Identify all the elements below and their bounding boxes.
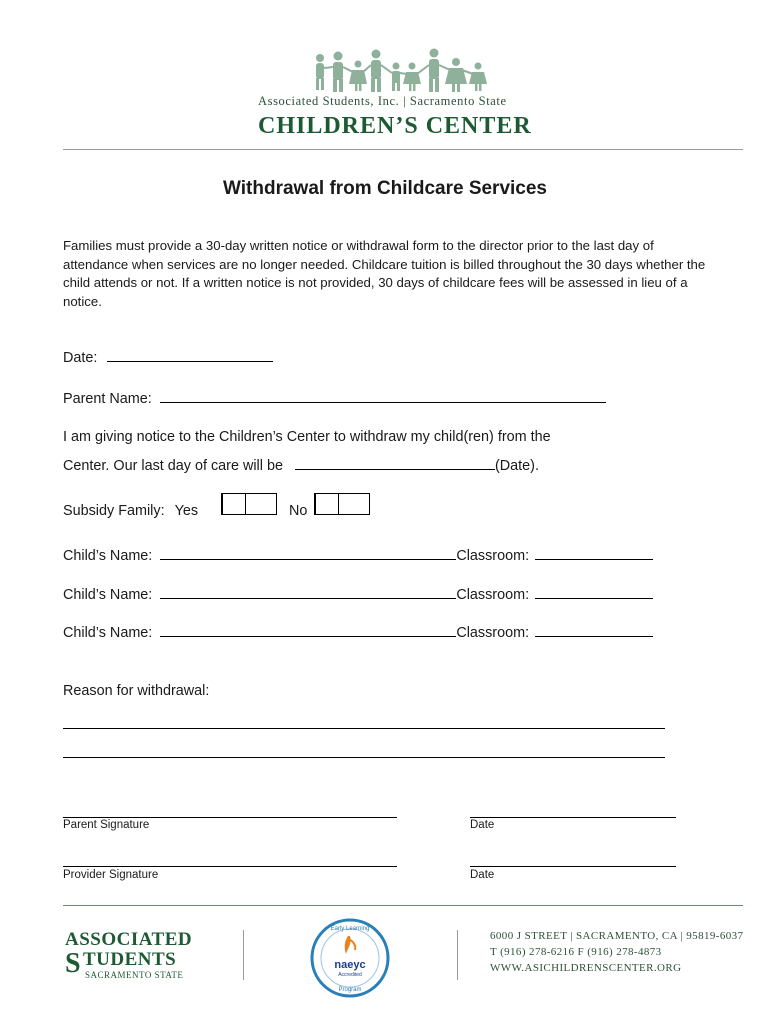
org-name: Associated Students, Inc. | Sacramento State [258, 94, 507, 108]
naeyc-top-text: Early Learning [330, 926, 370, 932]
date-field[interactable] [107, 360, 273, 362]
reason-line-1[interactable] [63, 728, 665, 729]
parent-name-field[interactable] [160, 401, 606, 403]
child-name-field[interactable] [160, 635, 456, 637]
parent-signature-line[interactable] [63, 817, 397, 818]
subsidy-label: Subsidy Family: [63, 503, 165, 519]
reason-label: Reason for withdrawal: [63, 683, 210, 699]
child-row [63, 548, 653, 564]
child-row [63, 587, 653, 603]
child-name-field[interactable] [160, 558, 456, 560]
notice-line-1: I am giving notice to the Children’s Center to withdraw my child(ren) from the [63, 429, 551, 445]
footer-separator [457, 930, 458, 980]
subsidy-row [63, 503, 198, 519]
naeyc-bottom-text: Program [338, 987, 362, 993]
naeyc-sub-text: Accredited [338, 972, 362, 978]
as-logo-s: S [65, 948, 81, 979]
classroom-field[interactable] [535, 597, 653, 599]
as-logo-line3: SACRAMENTO STATE [85, 970, 184, 980]
naeyc-accreditation-badge [310, 918, 390, 998]
as-logo-line2: TUDENTS [83, 949, 177, 970]
yes-checkbox[interactable] [221, 493, 277, 515]
as-logo-line1: ASSOCIATED [65, 929, 193, 950]
parent-signature-label: Parent Signature [63, 819, 150, 831]
last-day-date-field[interactable] [295, 468, 495, 470]
contact-block [490, 928, 743, 976]
classroom-label: Classroom: [456, 548, 530, 564]
last-day-label: Center. Our last day of care will be [63, 458, 283, 474]
footer-separator [243, 930, 244, 980]
notice-line-2 [63, 458, 539, 474]
child-name-field[interactable] [160, 597, 456, 599]
center-name: CHILDREN’S CENTER [258, 113, 532, 139]
header-divider [63, 149, 743, 150]
footer-divider [63, 905, 743, 906]
parent-name-label: Parent Name: [63, 391, 152, 407]
classroom-label: Classroom: [456, 625, 530, 641]
family-silhouettes-logo [310, 48, 490, 92]
naeyc-text: naeyc [334, 959, 366, 971]
provider-date-line[interactable] [470, 866, 676, 867]
address-text: 6000 J STREET | SACRAMENTO, CA | 95819-6037 [490, 930, 744, 942]
child-name-label: Child’s Name: [63, 587, 153, 603]
yes-label: Yes [174, 503, 199, 519]
parent-date-line[interactable] [470, 817, 676, 818]
associated-students-logo [65, 930, 192, 980]
provider-signature-label: Provider Signature [63, 869, 159, 881]
date-label: Date: [63, 350, 98, 366]
date-row [63, 350, 273, 366]
phone-text: T (916) 278-6216 F (916) 278-4873 [490, 946, 662, 958]
child-name-label: Child’s Name: [63, 548, 153, 564]
parent-name-row [63, 391, 606, 407]
no-label: No [289, 503, 308, 519]
intro-paragraph: Families must provide a 30-day written notice or withdrawal form to the director prior to the last day of attendance when services are no longer needed. Childcare tuition is billed throughout the 30 days whether the child attends or not. If a written notice is not provided, 30 days of childcare fees will be assessed in lieu of a notice. [63, 238, 706, 309]
child-name-label: Child’s Name: [63, 625, 153, 641]
reason-line-2[interactable] [63, 757, 665, 758]
classroom-field[interactable] [535, 558, 653, 560]
page-title: Withdrawal from Childcare Services [223, 178, 547, 199]
classroom-label: Classroom: [456, 587, 530, 603]
date-suffix: (Date). [494, 458, 539, 474]
classroom-field[interactable] [535, 635, 653, 637]
child-row [63, 625, 653, 641]
provider-date-label: Date [470, 869, 495, 881]
parent-date-label: Date [470, 819, 495, 831]
provider-signature-line[interactable] [63, 866, 397, 867]
website-link[interactable]: WWW.ASICHILDRENSCENTER.ORG [490, 962, 682, 974]
no-checkbox[interactable] [314, 493, 370, 515]
